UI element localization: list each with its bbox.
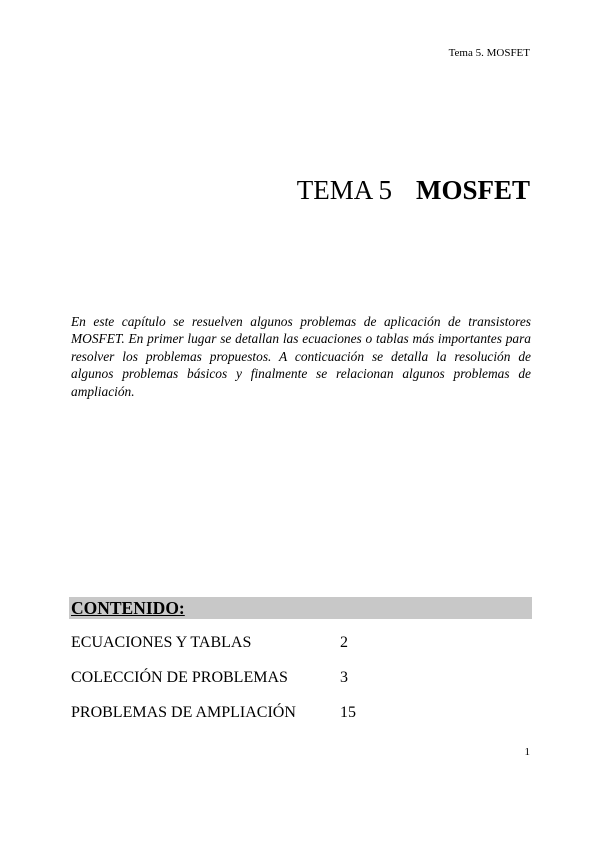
chapter-title	[297, 174, 530, 206]
running-header: Tema 5. MOSFET	[448, 47, 530, 59]
page-number: 1	[524, 746, 530, 758]
chapter-name: MOSFET	[415, 175, 530, 205]
toc-entry-ecuaciones	[71, 633, 491, 668]
toc-entry-page: 2	[340, 634, 348, 651]
toc-entry-page: 3	[340, 669, 348, 686]
chapter-label: TEMA 5	[296, 175, 392, 205]
toc-entry-page: 15	[340, 704, 356, 721]
toc-entry-title: ECUACIONES Y TABLAS	[71, 634, 252, 651]
chapter-abstract: En este capítulo se resuelven algunos problemas de aplicación de transistores MOSFET. En primer lugar se detallan las ecuaciones o tablas más importantes para resolver los problemas propuestos. A conticuación se detalla la resolución de algunos problemas básicos y finalmente se relacionan algunos problemas de ampliación.	[71, 314, 531, 399]
toc-entry-coleccion	[71, 668, 491, 703]
toc-entry-title: PROBLEMAS DE AMPLIACIÓN	[71, 704, 296, 721]
table-of-contents	[71, 633, 491, 738]
toc-entry-title: COLECCIÓN DE PROBLEMAS	[71, 669, 288, 686]
contents-heading: CONTENIDO:	[71, 598, 185, 618]
toc-entry-ampliacion	[71, 703, 491, 738]
